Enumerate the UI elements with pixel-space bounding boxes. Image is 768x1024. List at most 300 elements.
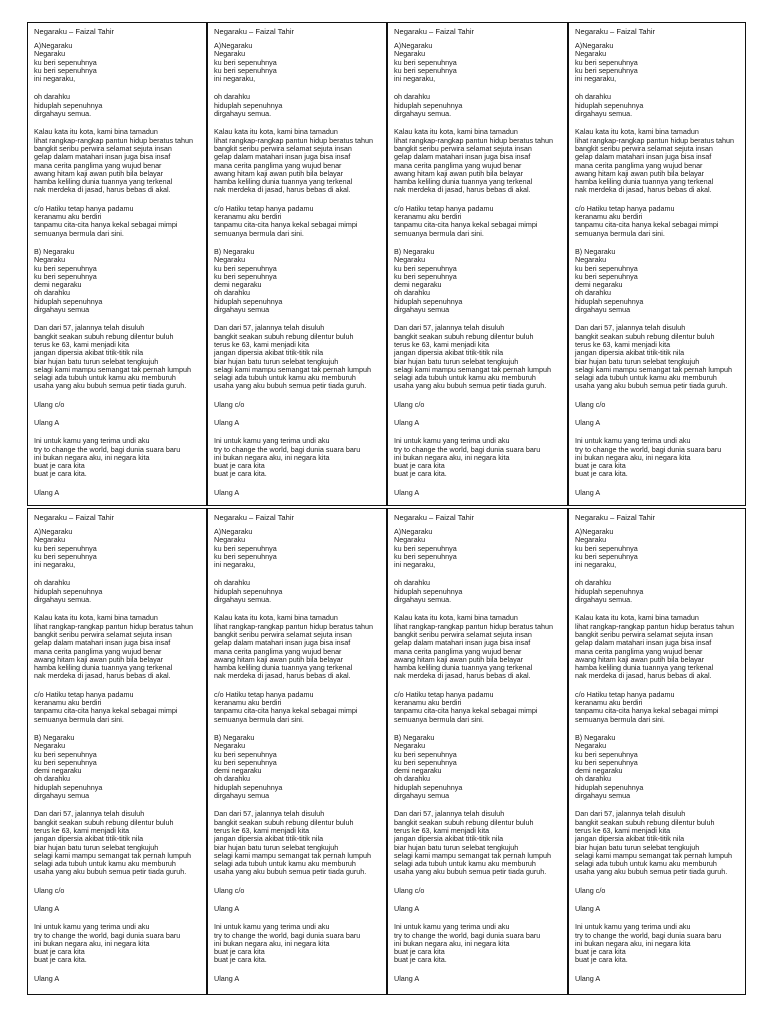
verse-b — [34, 734, 200, 800]
lyric-line: Dan dari 57, jalannya telah disuluh — [575, 809, 686, 819]
lyric-line: hamba keliling dunia tuannya yang terkenal — [214, 177, 353, 187]
repeat-a-note — [34, 905, 200, 913]
lyric-line: ku beri sepenuhnya — [394, 263, 457, 273]
lyric-line: ku beri sepenuhnya — [214, 57, 277, 67]
lyric-line: try to change the world, bagi dunia suara baru — [214, 444, 361, 454]
lyric-line: lihat rangkap-rangkap pantun hidup beratus tahun — [394, 621, 554, 631]
lyric-line: ku beri sepenuhnya — [214, 749, 277, 759]
lyric-line: oh darahku — [394, 288, 430, 298]
lyric-line: buat je cara kita. — [34, 469, 87, 479]
lyric-line: c/o Hatiku tetap hanya padamu — [575, 203, 675, 213]
lyric-line: mana cerita panglima yang wujud benar — [394, 160, 522, 170]
lyric-line: usaha yang aku bubuh semua petir tiada guruh. — [34, 867, 187, 877]
lyric-line: jangan dipersia akibat titik-titik nila — [214, 348, 324, 358]
lyric-line: hiduplah sepenuhnya — [214, 100, 283, 110]
lyric-line: Ulang c/o — [394, 885, 425, 895]
lyric-line: buat je cara kita — [394, 947, 445, 957]
lyric-line: demi negaraku — [214, 280, 262, 290]
lyric-line: Negaraku — [394, 741, 426, 751]
lyric-line: keranamu aku berdiri — [34, 212, 102, 222]
song-title: Negaraku – Faizal Tahir — [575, 513, 656, 522]
lyric-line: demi negaraku — [575, 280, 623, 290]
lyric-line: selagi ada tubuh untuk kamu aku memburuh — [394, 859, 536, 869]
lyric-line: ku beri sepenuhnya — [214, 65, 277, 75]
lyric-line: hiduplah sepenuhnya — [214, 586, 283, 596]
lyric-line: Ulang c/o — [575, 399, 606, 409]
lyric-line: ini negaraku, — [34, 74, 76, 84]
lyric-line: jangan dipersia akibat titik-titik nila — [575, 834, 685, 844]
lyric-line: Negaraku — [34, 49, 66, 59]
lyric-line: Ulang A — [34, 973, 60, 983]
repeat-chorus-note — [214, 401, 380, 409]
lyric-line: hamba keliling dunia tuannya yang terkenal — [34, 663, 173, 673]
chorus — [34, 205, 200, 238]
lyric-line: c/o Hatiku tetap hanya padamu — [34, 689, 134, 699]
lyric-line: hiduplah sepenuhnya — [394, 100, 463, 110]
lyric-line: ku beri sepenuhnya — [34, 57, 97, 67]
lyric-line: ku beri sepenuhnya — [575, 551, 638, 561]
lyric-line: buat je cara kita — [34, 947, 85, 957]
lyric-line: keranamu aku berdiri — [214, 698, 282, 708]
lyric-line: ku beri sepenuhnya — [34, 65, 97, 75]
verse-kalau-kata — [34, 128, 200, 194]
verse-kalau-kata — [34, 614, 200, 680]
lyric-line: bangkit seribu perwira selamat sejuta insan — [575, 143, 713, 153]
lyric-line: keranamu aku berdiri — [394, 212, 462, 222]
lyric-line: B) Negaraku — [34, 732, 75, 742]
lyric-line: Ulang A — [34, 417, 60, 427]
lyric-line: Ini untuk kamu yang terima undi aku — [34, 436, 150, 446]
verse-kalau-kata — [575, 614, 739, 680]
lyric-line: hamba keliling dunia tuannya yang terkenal — [575, 663, 714, 673]
lyric-line: ku beri sepenuhnya — [214, 551, 277, 561]
song-title: Negaraku – Faizal Tahir — [214, 27, 295, 36]
lyric-line: bangkit seakan subuh rebung dilentur buluh — [34, 331, 174, 341]
lyric-line: Dan dari 57, jalannya telah disuluh — [575, 323, 686, 333]
lyric-line: bangkit seakan subuh rebung dilentur buluh — [214, 817, 354, 827]
lyric-line: oh darahku — [214, 288, 250, 298]
lyric-line: Negaraku — [214, 49, 246, 59]
lyric-line: c/o Hatiku tetap hanya padamu — [34, 203, 134, 213]
lyric-line: Negaraku — [34, 255, 66, 265]
verse-dan-dari-57 — [214, 324, 380, 390]
lyric-line: dirgahayu semua — [394, 791, 450, 801]
lyric-line: hamba keliling dunia tuannya yang terkenal — [214, 663, 353, 673]
verse-a-part-2 — [34, 93, 200, 118]
lyric-line: ku beri sepenuhnya — [575, 65, 638, 75]
song-title: Negaraku – Faizal Tahir — [394, 27, 475, 36]
lyric-line: ku beri sepenuhnya — [394, 749, 457, 759]
lyric-line: bangkit seribu perwira selamat sejuta insan — [34, 629, 172, 639]
lyric-line: hamba keliling dunia tuannya yang terkenal — [34, 177, 173, 187]
lyric-line: bangkit seakan subuh rebung dilentur buluh — [34, 817, 174, 827]
lyric-line: oh darahku — [34, 92, 70, 102]
lyric-line: dirgahayu semua. — [394, 595, 452, 605]
lyric-line: ku beri sepenuhnya — [34, 757, 97, 767]
lyric-line: ku beri sepenuhnya — [214, 757, 277, 767]
lyric-line: c/o Hatiku tetap hanya padamu — [214, 203, 314, 213]
lyric-line: ku beri sepenuhnya — [575, 757, 638, 767]
verse-kalau-kata — [214, 128, 380, 194]
lyric-line: lihat rangkap-rangkap pantun hidup beratus tahun — [575, 135, 735, 145]
lyric-line: oh darahku — [575, 774, 611, 784]
lyric-line: nak merdeka di jasad, harus bebas di akal. — [214, 671, 351, 681]
lyric-line: terus ke 63, kami menjadi kita — [214, 825, 310, 835]
lyric-line: semuanya bermula dari sini. — [394, 228, 484, 238]
lyric-line: oh darahku — [34, 578, 70, 588]
lyric-line: awang hitam kaji awan putih bila belayar — [394, 654, 524, 664]
lyric-line: selagi ada tubuh untuk kamu aku memburuh — [394, 373, 536, 383]
lyric-line: jangan dipersia akibat titik-titik nila — [394, 348, 504, 358]
lyric-line: mana cerita panglima yang wujud benar — [575, 160, 703, 170]
chorus — [214, 691, 380, 724]
verse-ini-untuk-kamu — [575, 923, 739, 964]
lyric-line: bangkit seribu perwira selamat sejuta insan — [394, 629, 532, 639]
lyric-line: Ini untuk kamu yang terima undi aku — [214, 436, 330, 446]
lyric-line: Ini untuk kamu yang terima undi aku — [214, 922, 330, 932]
lyric-line: dirgahayu semua. — [34, 595, 92, 605]
lyrics-panel — [27, 22, 207, 506]
lyric-line: hiduplah sepenuhnya — [575, 100, 644, 110]
lyric-line: demi negaraku — [575, 766, 623, 776]
lyric-line: ini bukan negara aku, ini negara kita — [575, 938, 691, 948]
lyric-line: usaha yang aku bubuh semua petir tiada guruh. — [34, 381, 187, 391]
lyric-line: dirgahayu semua — [214, 305, 270, 315]
lyrics-panel — [568, 22, 746, 506]
lyric-line: A)Negaraku — [34, 41, 73, 50]
song-title: Negaraku – Faizal Tahir — [214, 513, 295, 522]
lyric-line: selagi ada tubuh untuk kamu aku memburuh — [214, 859, 356, 869]
verse-b — [575, 734, 739, 800]
lyric-line: awang hitam kaji awan putih bila belayar — [34, 168, 164, 178]
ending-repeat-note — [214, 975, 380, 983]
lyric-line: Ulang A — [394, 973, 420, 983]
lyric-line: selagi kami mampu semangat tak pernah lumpuh — [34, 850, 192, 860]
repeat-a-note — [214, 419, 380, 427]
lyric-line: oh darahku — [214, 578, 250, 588]
lyric-line: Dan dari 57, jalannya telah disuluh — [34, 809, 145, 819]
lyric-line: oh darahku — [34, 288, 70, 298]
lyric-line: dirgahayu semua. — [575, 595, 633, 605]
verse-b — [394, 248, 561, 314]
lyric-line: B) Negaraku — [34, 246, 75, 256]
lyric-line: semuanya bermula dari sini. — [575, 228, 665, 238]
lyric-line: c/o Hatiku tetap hanya padamu — [575, 689, 675, 699]
lyrics-panel — [207, 22, 387, 506]
lyric-line: Negaraku — [214, 741, 246, 751]
lyric-line: hiduplah sepenuhnya — [34, 586, 103, 596]
lyric-line: Ulang A — [214, 417, 240, 427]
lyric-line: buat je cara kita — [575, 461, 626, 471]
lyric-line: gelap dalam matahari insan juga bisa insaf — [214, 638, 351, 648]
lyric-line: hiduplah sepenuhnya — [214, 296, 283, 306]
lyric-line: ku beri sepenuhnya — [34, 749, 97, 759]
verse-ini-untuk-kamu — [394, 923, 561, 964]
lyric-line: selagi kami mampu semangat tak pernah lumpuh — [394, 364, 552, 374]
lyric-line: hiduplah sepenuhnya — [394, 782, 463, 792]
lyric-line: nak merdeka di jasad, harus bebas di akal. — [34, 671, 171, 681]
lyric-line: lihat rangkap-rangkap pantun hidup beratus tahun — [214, 135, 374, 145]
lyric-line: lihat rangkap-rangkap pantun hidup beratus tahun — [575, 621, 735, 631]
lyric-line: ini bukan negara aku, ini negara kita — [34, 452, 150, 462]
lyric-line: Kalau kata itu kota, kami bina tamadun — [34, 127, 158, 137]
verse-a — [575, 42, 739, 83]
lyric-line: oh darahku — [575, 578, 611, 588]
lyric-line: Kalau kata itu kota, kami bina tamadun — [214, 127, 338, 137]
lyric-line: Ulang c/o — [575, 885, 606, 895]
verse-a — [34, 42, 200, 83]
lyric-line: Ulang A — [394, 903, 420, 913]
lyric-line: Negaraku — [394, 49, 426, 59]
lyrics-panel — [207, 508, 387, 995]
lyric-line: mana cerita panglima yang wujud benar — [214, 160, 342, 170]
repeat-a-note — [214, 905, 380, 913]
lyric-line: terus ke 63, kami menjadi kita — [34, 339, 130, 349]
lyric-line: terus ke 63, kami menjadi kita — [34, 825, 130, 835]
lyric-line: tanpamu cita-cita hanya kekal sebagai mimpi — [214, 706, 358, 716]
verse-kalau-kata — [394, 614, 561, 680]
lyric-line: A)Negaraku — [394, 527, 433, 536]
lyric-line: bangkit seribu perwira selamat sejuta insan — [575, 629, 713, 639]
song-title: Negaraku – Faizal Tahir — [34, 513, 115, 522]
lyric-line: try to change the world, bagi dunia suara baru — [394, 930, 541, 940]
lyric-line: Kalau kata itu kota, kami bina tamadun — [394, 127, 518, 137]
lyric-line: Ulang A — [575, 903, 601, 913]
repeat-chorus-note — [34, 887, 200, 895]
lyric-line: gelap dalam matahari insan juga bisa insaf — [394, 152, 531, 162]
lyric-line: c/o Hatiku tetap hanya padamu — [394, 689, 494, 699]
lyric-line: lihat rangkap-rangkap pantun hidup beratus tahun — [34, 135, 194, 145]
verse-b — [575, 248, 739, 314]
lyric-line: Dan dari 57, jalannya telah disuluh — [394, 809, 505, 819]
lyric-line: usaha yang aku bubuh semua petir tiada guruh. — [214, 381, 367, 391]
lyric-line: Ulang A — [394, 487, 420, 497]
lyric-line: Dan dari 57, jalannya telah disuluh — [214, 809, 325, 819]
lyric-line: Negaraku — [214, 255, 246, 265]
lyric-line: try to change the world, bagi dunia suara baru — [34, 444, 181, 454]
lyric-line: try to change the world, bagi dunia suara baru — [34, 930, 181, 940]
ending-repeat-note — [214, 489, 380, 497]
lyric-line: usaha yang aku bubuh semua petir tiada guruh. — [394, 381, 547, 391]
lyric-line: lihat rangkap-rangkap pantun hidup beratus tahun — [394, 135, 554, 145]
lyric-line: dirgahayu semua — [575, 791, 631, 801]
lyric-line: nak merdeka di jasad, harus bebas di akal. — [394, 185, 531, 195]
lyric-line: awang hitam kaji awan putih bila belayar — [394, 168, 524, 178]
lyric-line: ini negaraku, — [394, 74, 436, 84]
lyric-line: ku beri sepenuhnya — [575, 57, 638, 67]
lyric-line: try to change the world, bagi dunia suara baru — [214, 930, 361, 940]
lyric-line: demi negaraku — [394, 280, 442, 290]
lyric-line: hiduplah sepenuhnya — [394, 296, 463, 306]
lyric-line: oh darahku — [575, 92, 611, 102]
lyric-line: jangan dipersia akibat titik-titik nila — [34, 834, 144, 844]
lyric-line: B) Negaraku — [575, 732, 616, 742]
lyric-line: Dan dari 57, jalannya telah disuluh — [394, 323, 505, 333]
verse-a — [394, 528, 561, 569]
lyric-line: selagi ada tubuh untuk kamu aku memburuh — [34, 373, 176, 383]
lyric-line: terus ke 63, kami menjadi kita — [394, 339, 490, 349]
lyric-line: A)Negaraku — [575, 527, 614, 536]
lyric-line: ku beri sepenuhnya — [394, 57, 457, 67]
lyric-line: biar hujan batu turun selebat tengkujuh — [214, 842, 339, 852]
lyric-line: bangkit seakan subuh rebung dilentur buluh — [214, 331, 354, 341]
lyric-line: semuanya bermula dari sini. — [34, 228, 124, 238]
lyric-line: dirgahayu semua — [575, 305, 631, 315]
lyric-line: bangkit seribu perwira selamat sejuta insan — [214, 143, 352, 153]
lyric-line: dirgahayu semua. — [575, 109, 633, 119]
lyric-line: Ulang A — [214, 903, 240, 913]
lyric-line: lihat rangkap-rangkap pantun hidup beratus tahun — [214, 621, 374, 631]
lyric-line: demi negaraku — [34, 766, 82, 776]
lyric-line: tanpamu cita-cita hanya kekal sebagai mimpi — [34, 220, 178, 230]
lyric-line: Ulang c/o — [34, 399, 65, 409]
lyric-line: buat je cara kita. — [575, 469, 628, 479]
lyric-line: oh darahku — [575, 288, 611, 298]
ending-repeat-note — [394, 489, 561, 497]
lyric-line: B) Negaraku — [214, 246, 255, 256]
lyric-line: buat je cara kita — [575, 947, 626, 957]
lyric-line: ku beri sepenuhnya — [575, 749, 638, 759]
lyric-line: demi negaraku — [394, 766, 442, 776]
lyric-line: Dan dari 57, jalannya telah disuluh — [214, 323, 325, 333]
lyric-line: tanpamu cita-cita hanya kekal sebagai mimpi — [394, 706, 538, 716]
lyric-line: awang hitam kaji awan putih bila belayar — [34, 654, 164, 664]
lyric-line: Negaraku — [34, 535, 66, 545]
lyric-line: hamba keliling dunia tuannya yang terkenal — [575, 177, 714, 187]
lyric-line: Kalau kata itu kota, kami bina tamadun — [575, 613, 699, 623]
lyric-line: selagi ada tubuh untuk kamu aku memburuh — [575, 859, 717, 869]
lyric-line: terus ke 63, kami menjadi kita — [575, 825, 671, 835]
lyric-line: lihat rangkap-rangkap pantun hidup beratus tahun — [34, 621, 194, 631]
verse-b — [214, 248, 380, 314]
lyric-line: bangkit seakan subuh rebung dilentur buluh — [575, 817, 715, 827]
lyric-line: ini negaraku, — [34, 560, 76, 570]
lyric-line: mana cerita panglima yang wujud benar — [575, 646, 703, 656]
lyrics-panel — [387, 22, 568, 506]
lyric-line: dirgahayu semua. — [214, 109, 272, 119]
repeat-a-note — [394, 905, 561, 913]
lyric-line: Ulang A — [575, 417, 601, 427]
lyric-line: Ulang A — [575, 487, 601, 497]
lyric-line: ku beri sepenuhnya — [394, 551, 457, 561]
lyric-line: gelap dalam matahari insan juga bisa insaf — [394, 638, 531, 648]
verse-dan-dari-57 — [575, 810, 739, 876]
lyric-line: Ulang A — [34, 903, 60, 913]
repeat-chorus-note — [575, 401, 739, 409]
lyric-line: keranamu aku berdiri — [394, 698, 462, 708]
chorus — [575, 205, 739, 238]
lyric-line: A)Negaraku — [214, 41, 253, 50]
lyric-line: Kalau kata itu kota, kami bina tamadun — [394, 613, 518, 623]
lyric-line: biar hujan batu turun selebat tengkujuh — [394, 356, 519, 366]
verse-ini-untuk-kamu — [575, 437, 739, 478]
lyric-line: jangan dipersia akibat titik-titik nila — [34, 348, 144, 358]
verse-b — [214, 734, 380, 800]
lyric-line: dirgahayu semua. — [394, 109, 452, 119]
lyric-line: nak merdeka di jasad, harus bebas di akal. — [575, 671, 712, 681]
verse-kalau-kata — [214, 614, 380, 680]
lyric-line: Ulang A — [394, 417, 420, 427]
lyric-line: dirgahayu semua — [214, 791, 270, 801]
lyric-line: keranamu aku berdiri — [575, 212, 643, 222]
repeat-chorus-note — [394, 887, 561, 895]
lyric-line: B) Negaraku — [394, 246, 435, 256]
lyric-line: ini bukan negara aku, ini negara kita — [214, 452, 330, 462]
lyric-line: buat je cara kita. — [394, 955, 447, 965]
lyric-line: jangan dipersia akibat titik-titik nila — [214, 834, 324, 844]
lyric-line: terus ke 63, kami menjadi kita — [214, 339, 310, 349]
ending-repeat-note — [575, 975, 739, 983]
lyric-line: Ulang c/o — [34, 885, 65, 895]
lyric-line: gelap dalam matahari insan juga bisa insaf — [575, 152, 712, 162]
chorus — [394, 205, 561, 238]
lyric-line: Ini untuk kamu yang terima undi aku — [575, 436, 691, 446]
lyric-line: Ini untuk kamu yang terima undi aku — [34, 922, 150, 932]
verse-dan-dari-57 — [394, 324, 561, 390]
lyric-line: awang hitam kaji awan putih bila belayar — [575, 654, 705, 664]
lyric-line: bangkit seakan subuh rebung dilentur buluh — [394, 331, 534, 341]
ending-repeat-note — [575, 489, 739, 497]
lyric-line: Negaraku — [214, 535, 246, 545]
lyric-line: Negaraku — [575, 741, 607, 751]
lyric-line: semuanya bermula dari sini. — [34, 714, 124, 724]
lyric-line: demi negaraku — [34, 280, 82, 290]
verse-dan-dari-57 — [214, 810, 380, 876]
chorus — [214, 205, 380, 238]
lyric-line: A)Negaraku — [575, 41, 614, 50]
lyric-line: ku beri sepenuhnya — [575, 271, 638, 281]
repeat-chorus-note — [34, 401, 200, 409]
lyric-line: buat je cara kita. — [575, 955, 628, 965]
verse-a-part-2 — [214, 93, 380, 118]
lyric-line: buat je cara kita. — [34, 955, 87, 965]
lyric-line: ini bukan negara aku, ini negara kita — [214, 938, 330, 948]
verse-ini-untuk-kamu — [34, 923, 200, 964]
lyric-line: buat je cara kita — [34, 461, 85, 471]
lyric-line: dirgahayu semua — [34, 791, 90, 801]
lyric-line: demi negaraku — [214, 766, 262, 776]
lyric-line: semuanya bermula dari sini. — [214, 228, 304, 238]
repeat-chorus-note — [214, 887, 380, 895]
lyric-line: jangan dipersia akibat titik-titik nila — [394, 834, 504, 844]
verse-ini-untuk-kamu — [34, 437, 200, 478]
lyric-line: ku beri sepenuhnya — [394, 65, 457, 75]
lyric-line: terus ke 63, kami menjadi kita — [394, 825, 490, 835]
verse-dan-dari-57 — [34, 810, 200, 876]
lyric-line: oh darahku — [214, 774, 250, 784]
lyric-line: nak merdeka di jasad, harus bebas di akal. — [575, 185, 712, 195]
lyric-line: ku beri sepenuhnya — [34, 263, 97, 273]
lyric-line: hiduplah sepenuhnya — [575, 586, 644, 596]
lyric-line: Negaraku — [575, 49, 607, 59]
verse-a-part-2 — [575, 93, 739, 118]
verse-a-part-2 — [34, 579, 200, 604]
lyric-line: tanpamu cita-cita hanya kekal sebagai mimpi — [34, 706, 178, 716]
lyric-line: usaha yang aku bubuh semua petir tiada guruh. — [394, 867, 547, 877]
lyric-line: tanpamu cita-cita hanya kekal sebagai mimpi — [575, 706, 719, 716]
lyric-line: ini bukan negara aku, ini negara kita — [575, 452, 691, 462]
verse-b — [34, 248, 200, 314]
lyric-line: try to change the world, bagi dunia suara baru — [394, 444, 541, 454]
lyric-line: selagi ada tubuh untuk kamu aku memburuh — [575, 373, 717, 383]
lyric-line: bangkit seakan subuh rebung dilentur buluh — [394, 817, 534, 827]
verse-dan-dari-57 — [34, 324, 200, 390]
lyric-line: ku beri sepenuhnya — [394, 543, 457, 553]
lyric-line: Ulang A — [214, 487, 240, 497]
lyric-line: A)Negaraku — [394, 41, 433, 50]
lyric-line: ini negaraku, — [214, 74, 256, 84]
lyric-line: Negaraku — [575, 255, 607, 265]
